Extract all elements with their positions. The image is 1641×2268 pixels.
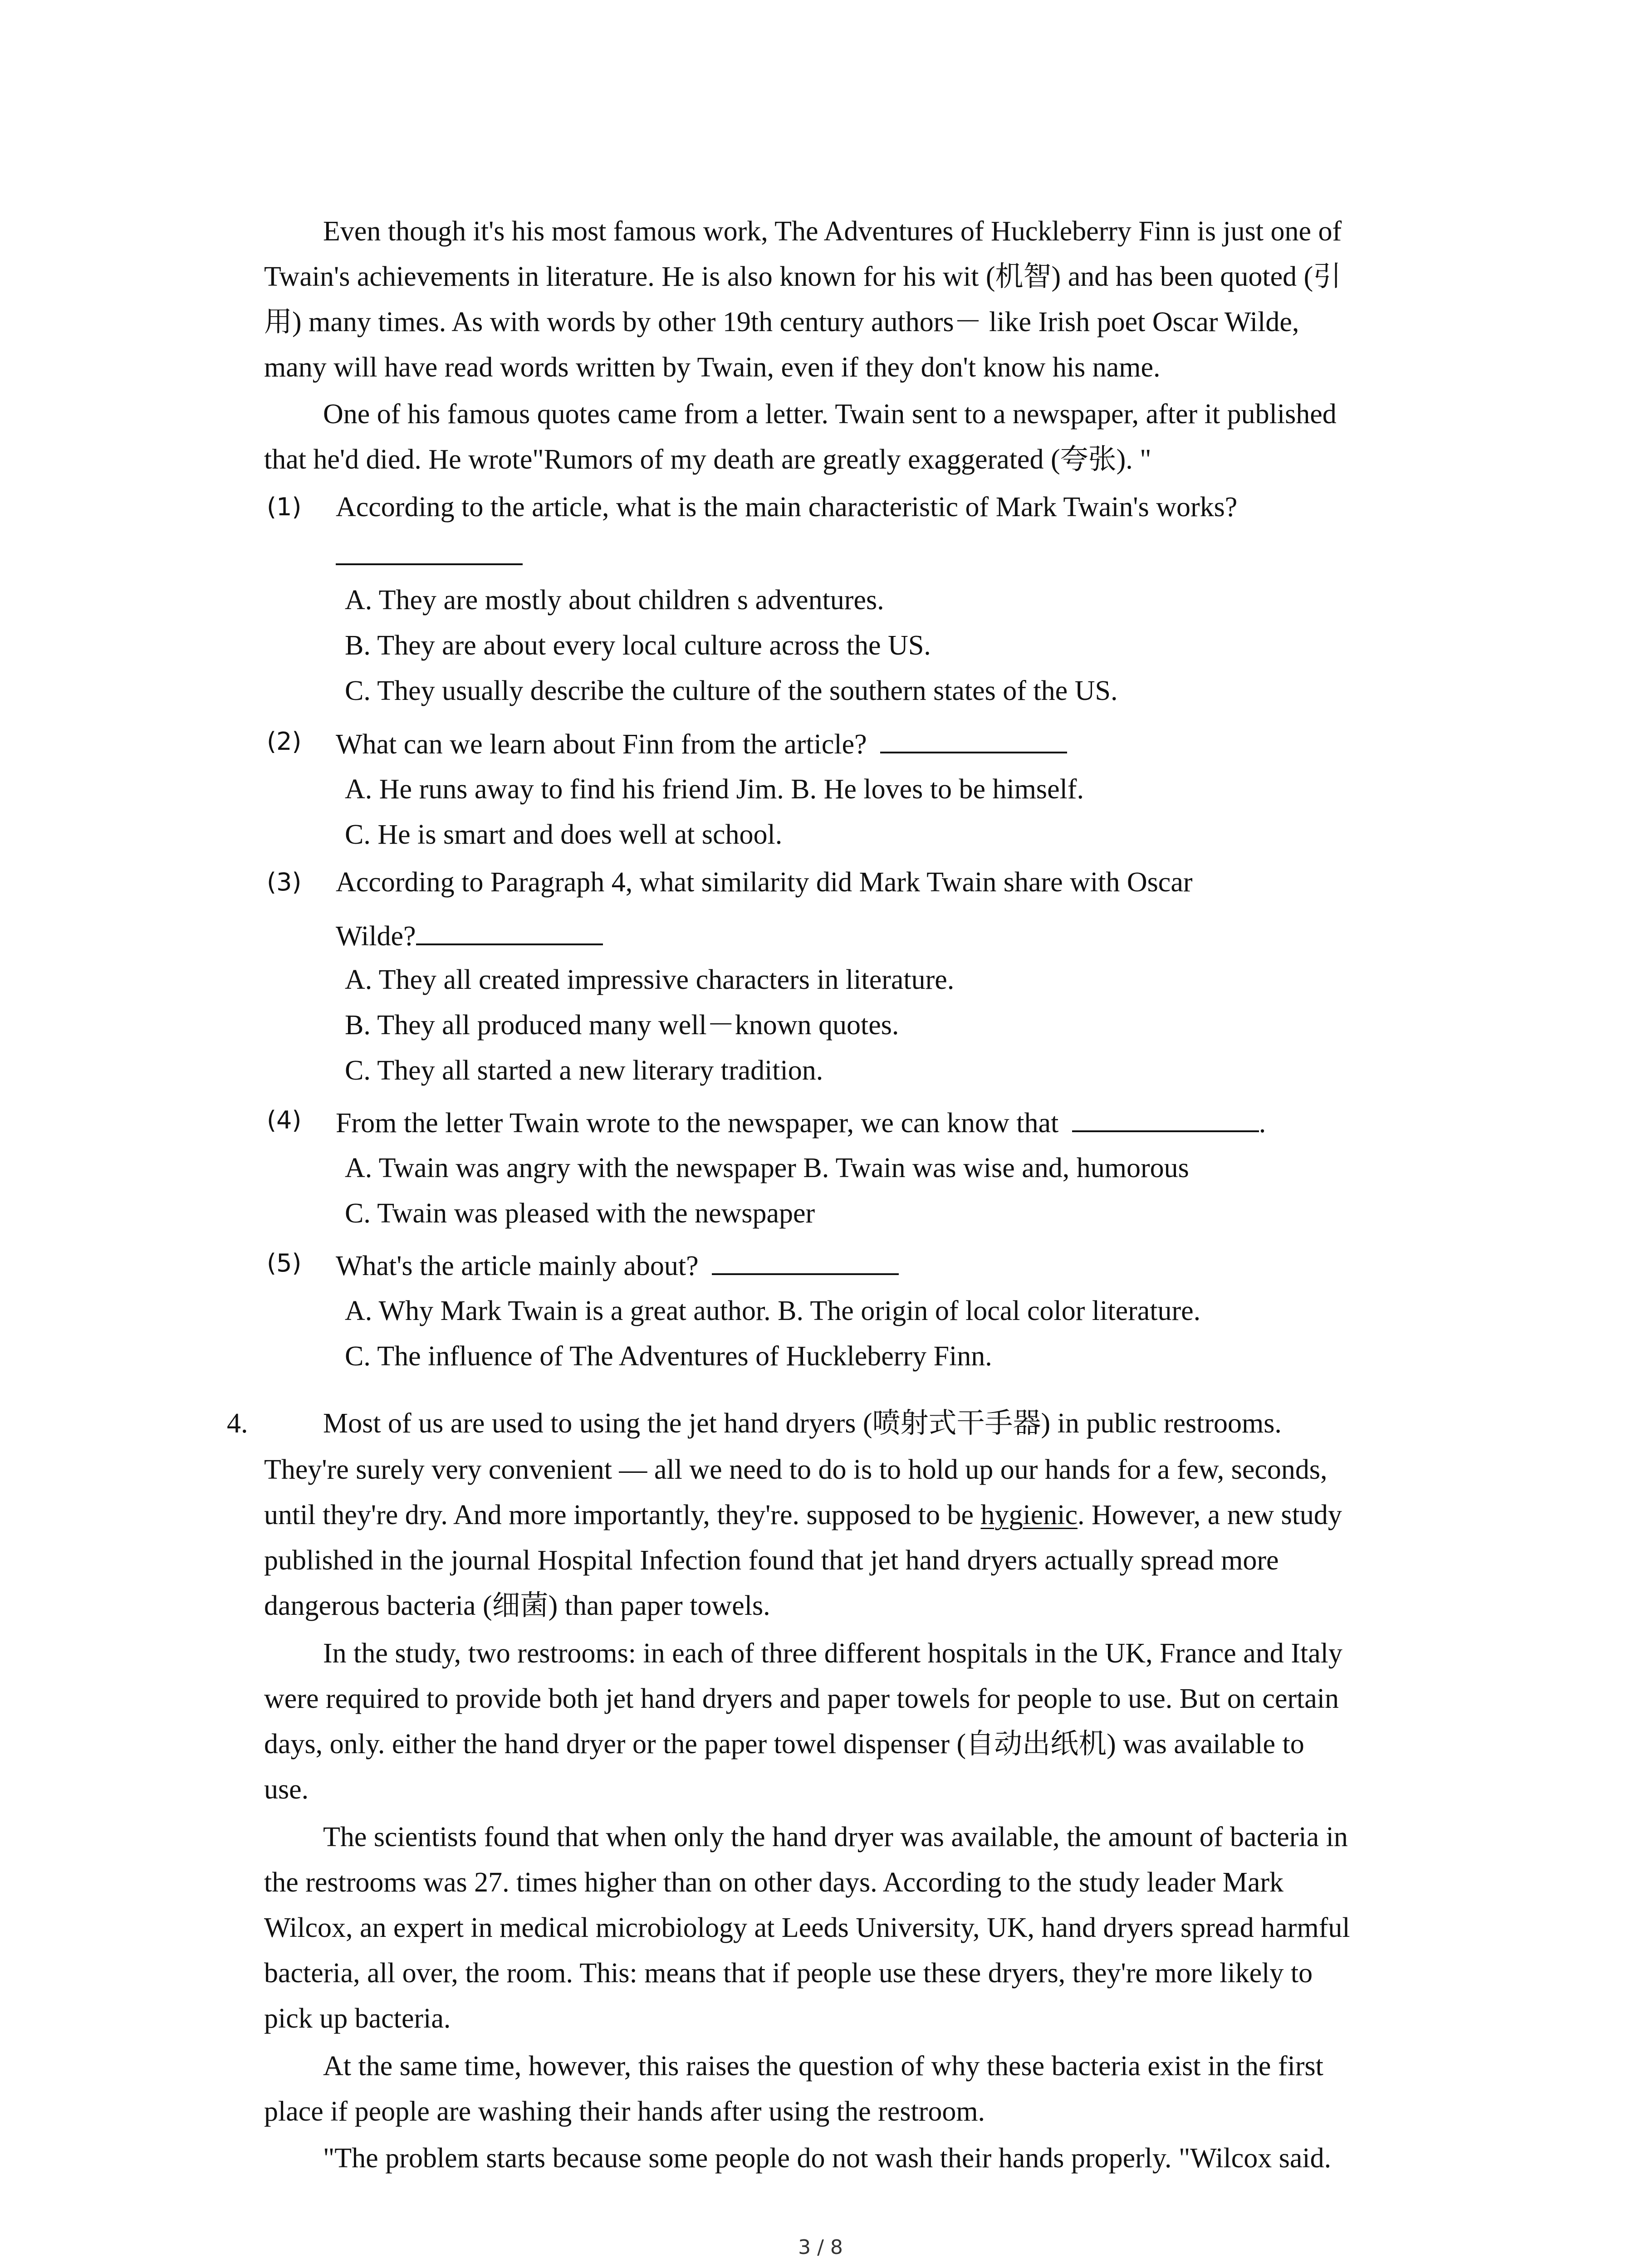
passage4-line: pick up bacteria. [264, 2003, 451, 2034]
question-stem-row [336, 723, 1067, 763]
question-stem: According to the article, what is the main characteristic of Mark Twain's works? [336, 492, 1238, 523]
answer-option: C. They usually describe the culture of the southern states of the US. [345, 675, 1118, 706]
question-number: (4) [267, 1106, 302, 1134]
answer-option: B. They all produced many well－known quotes. [345, 1010, 899, 1041]
question-stem-end: . [1259, 1108, 1266, 1139]
answer-option: A. Why Mark Twain is a great author. B. The origin of local color literature. [345, 1295, 1201, 1326]
passage4-line: Wilcox, an expert in medical microbiology at Leeds University, UK, hand dryers spread harmful [264, 1912, 1350, 1943]
answer-option: C. They all started a new literary tradition. [345, 1055, 823, 1086]
answer-option: C. He is smart and does well at school. [345, 819, 783, 850]
passage4-line: Most of us are used to using the jet hand dryers (喷射式干手器) in public restrooms. [323, 1408, 1282, 1439]
underlined-word: hygienic [980, 1500, 1078, 1530]
passage4-line [264, 1497, 1342, 1533]
passage4-line: the restrooms was 27. times higher than on other days. According to the study leader Mark [264, 1867, 1283, 1898]
passage4-line: use. [264, 1774, 309, 1805]
question-stem: What's the article mainly about? [336, 1251, 699, 1281]
passage4-text: . However, a new study [1078, 1500, 1342, 1530]
answer-blank[interactable] [712, 1245, 899, 1275]
answer-blank[interactable] [1072, 1102, 1259, 1132]
passage3-para3-line: Even though it's his most famous work, The Adventures of Huckleberry Finn is just one of [323, 216, 1342, 247]
answer-blank[interactable] [416, 915, 603, 945]
answer-option: A. Twain was angry with the newspaper B. Twain was wise and, humorous [345, 1153, 1189, 1183]
question-number: (5) [267, 1249, 302, 1277]
passage3-para3-line: 用) many times. As with words by other 19th century authors－ like Irish poet Oscar Wilde, [264, 307, 1299, 337]
passage4-line: bacteria, all over, the room. This: means that if people use these dryers, they're more likely to [264, 1958, 1313, 1989]
answer-option: C. Twain was pleased with the newspaper [345, 1198, 815, 1229]
passage3-para3-line: many will have read words written by Twain, even if they don't know his name. [264, 352, 1161, 383]
answer-option: C. The influence of The Adventures of Huckleberry Finn. [345, 1341, 992, 1372]
passage4-line: place if people are washing their hands after using the restroom. [264, 2096, 985, 2127]
passage4-line: They're surely very convenient — all we need to do is to hold up our hands for a few, seconds, [264, 1454, 1327, 1485]
passage3-para3-line: Twain's achievements in literature. He is also known for his wit (机智) and has been quoted (引 [264, 261, 1342, 292]
answer-option: B. They are about every local culture across the US. [345, 630, 931, 661]
question-number: (2) [267, 727, 302, 756]
question-stem-row [336, 1245, 899, 1284]
passage4-line: "The problem starts because some people do not wash their hands properly. "Wilcox said. [323, 2143, 1332, 2174]
answer-blank[interactable] [336, 535, 523, 574]
question-stem-row [336, 915, 603, 954]
answer-blank[interactable] [880, 723, 1067, 753]
answer-option: A. They all created impressive characters in literature. [345, 964, 955, 995]
question-stem: According to Paragraph 4, what similarity did Mark Twain share with Oscar [336, 867, 1193, 898]
passage4-line: dangerous bacteria (细菌) than paper towels. [264, 1590, 770, 1621]
passage4-line: days, only. either the hand dryer or the paper towel dispenser (自动出纸机) was available to [264, 1729, 1304, 1760]
passage4-line: published in the journal Hospital Infection found that jet hand dryers actually spread more [264, 1545, 1279, 1576]
passage4-line: In the study, two restrooms: in each of three different hospitals in the UK, France and Italy [323, 1638, 1342, 1669]
question-stem-row [336, 1102, 1266, 1141]
question-stem: What can we learn about Finn from the article? [336, 729, 867, 760]
passage4-line: were required to provide both jet hand dryers and paper towels for people to use. But on certain [264, 1683, 1339, 1714]
passage3-para4-line: that he'd died. He wrote"Rumors of my death are greatly exaggerated (夸张). " [264, 444, 1151, 475]
passage3-para4-line: One of his famous quotes came from a letter. Twain sent to a newspaper, after it published [323, 399, 1337, 430]
answer-option: A. They are mostly about children s adventures. [345, 585, 884, 616]
passage4-text: until they're dry. And more importantly, they're. supposed to be [264, 1500, 981, 1530]
passage-number: 4. [227, 1408, 248, 1439]
passage4-line: At the same time, however, this raises the question of why these bacteria exist in the first [323, 2051, 1323, 2082]
question-stem-continued: Wilde? [336, 921, 416, 952]
question-stem: From the letter Twain wrote to the newspaper, we can know that [336, 1108, 1059, 1139]
question-number: (3) [267, 868, 302, 896]
page-number: 3 / 8 [798, 2236, 843, 2259]
question-number: (1) [267, 493, 302, 521]
passage4-line: The scientists found that when only the hand dryer was available, the amount of bacteria in [323, 1822, 1348, 1853]
answer-option: A. He runs away to find his friend Jim. B. He loves to be himself. [345, 774, 1084, 805]
